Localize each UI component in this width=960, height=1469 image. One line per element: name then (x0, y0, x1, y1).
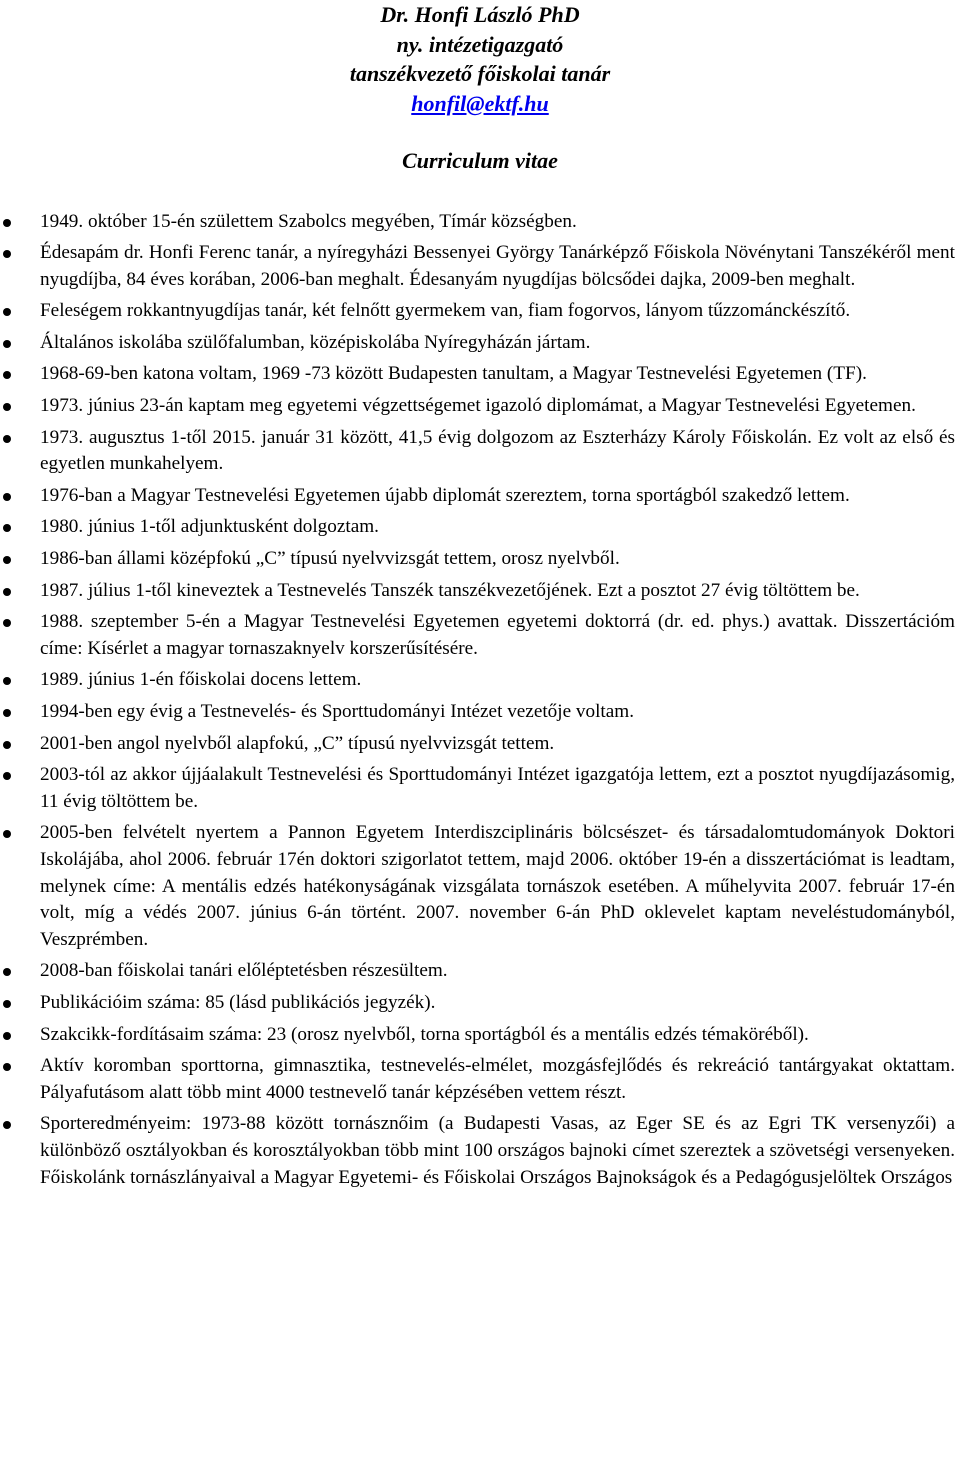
list-item (0, 483, 960, 510)
bullet-icon (3, 403, 11, 411)
document-header (0, 0, 960, 176)
list-item-text: 2008-ban főiskolai tanári előléptetésben részesültem. (40, 960, 448, 982)
list-item (0, 958, 960, 985)
email-line (0, 89, 960, 119)
list-item (0, 1022, 960, 1049)
list-item-text: Publikációim száma: 85 (lásd publikációs jegyzék). (40, 991, 436, 1013)
list-item-text: Feleségem rokkantnyugdíjas tanár, két felnőtt gyermekem van, fiam fogorvos, lányom tűzzománckészítő. (40, 300, 851, 322)
list-item (0, 393, 960, 420)
list-item-text: Sporteredményeim: 1973-88 között tornásznőim (a Budapesti Vasas, az Eger SE és az Egri TK versenyzői) a különböző osztályokban és korosztályokban több mint 100 országos bajnoki címet szereztek a szövetségi versenyeken. Főiskolánk tornászlányaival a Magyar Egyetemi- és Főiskolai Országos Bajnokságok és a Pedagógusjelöltek Országos (40, 1113, 955, 1188)
bullet-icon (3, 1032, 11, 1040)
list-item-text: 1994-ben egy évig a Testnevelés- és Sporttudományi Intézet vezetője voltam. (40, 701, 634, 722)
author-name: Dr. Honfi László PhD (380, 2, 580, 27)
list-item-text: 1973. június 23-án kaptam meg egyetemi végzettségemet igazoló diplomámat, a Magyar Testnevelési Egyetemen. (40, 395, 916, 417)
list-item (0, 731, 960, 758)
bullet-icon (3, 435, 11, 443)
bullet-icon (3, 619, 11, 627)
list-item-text: 2005-ben felvételt nyertem a Pannon Egyetem Interdiszciplináris bölcsészet- és társadalomtudományok Doktori Iskolájába, ahol 2006. február 17én doktori szigorlatot tettem, majd 2006. október 19-én a disszertációmat is leadtam, melynek címe: A mentális edzés hatékonyságának vizsgálata tornászok esetében. A műhelyvita 2007. február 17-én volt, míg a védés 2007. június 6-án történt. 2007. november 6-án PhD oklevelet kaptam neveléstudományból, Veszprémben. (40, 822, 955, 950)
bullet-icon (3, 1121, 11, 1129)
bullet-icon (3, 493, 11, 501)
list-item-text: 2001-ben angol nyelvből alapfokú, „C” típusú nyelvvizsgát tettem. (40, 732, 555, 754)
list-item (0, 762, 960, 815)
bullet-icon (3, 772, 11, 780)
bullet-icon (3, 219, 11, 227)
list-item-text: 1973. augusztus 1-től 2015. január 31 között, 41,5 évig dolgozom az Eszterházy Károly Főiskolán. Ez volt az első és egyetlen munkahelyem. (40, 426, 955, 475)
list-item (0, 699, 960, 726)
bullet-icon (3, 308, 11, 316)
list-item (0, 667, 960, 694)
email-link[interactable]: honfil@ektf.hu (411, 90, 549, 116)
bullet-icon (3, 588, 11, 596)
list-item-text: 1986-ban állami középfokú „C” típusú nyelvvizsgát tettem, orosz nyelvből. (40, 548, 620, 570)
list-item-text: 1968-69-ben katona voltam, 1969 -73 között Budapesten tanultam, a Magyar Testnevelési Egyetemen (TF). (40, 363, 867, 385)
bullet-icon (3, 1063, 11, 1071)
bullet-icon (3, 1000, 11, 1008)
list-item (0, 820, 960, 953)
list-item-text: 1987. július 1-től kineveztek a Testnevelés Tanszék tanszékvezetőjének. Ezt a posztot 27 évig töltöttem be. (40, 579, 860, 601)
list-item (0, 514, 960, 541)
bullet-icon (3, 524, 11, 532)
list-item-text: 1988. szeptember 5-én a Magyar Testnevelési Egyetemen egyetemi doktorrá (dr. ed. phys.) avattak. Disszertációm címe: Kísérlet a magyar tornaszaknyelv korszerűsítésére. (40, 611, 955, 659)
list-item-text: Édesapám dr. Honfi Ferenc tanár, a nyíregyházi Bessenyei György Tanárképző Főiskola Növénytani Tanszékéről ment nyugdíjba, 84 éves korában, 2006-ban meghalt. Édesanyám nyugdíjas bölcsődei dajka, 2009-ben meghalt. (40, 242, 955, 290)
bullet-icon (3, 250, 11, 258)
list-item-text: 1949. október 15-én születtem Szabolcs megyében, Tímár községben. (40, 210, 577, 232)
bullet-icon (3, 677, 11, 685)
list-item (0, 609, 960, 662)
list-item-text: 1989. június 1-én főiskolai docens lettem. (40, 669, 362, 691)
list-item (0, 298, 960, 325)
list-item (0, 578, 960, 605)
bullet-icon (3, 741, 11, 749)
list-item-text: Szakcikk-fordításaim száma: 23 (orosz nyelvből, torna sportágból és a mentális edzés témaköréből). (40, 1023, 809, 1045)
list-item-text: 1976-ban a Magyar Testnevelési Egyetemen újabb diplomát szereztem, torna sportágból szakedző lettem. (40, 484, 850, 506)
list-item (0, 425, 960, 478)
list-item (0, 1053, 960, 1106)
list-item (0, 990, 960, 1017)
list-item-text: Aktív koromban sporttorna, gimnasztika, testnevelés-elmélet, mozgásfejlődés és rekreáció tantárgyakat oktattam. Pályafutásom alatt több mint 4000 testnevelő tanár képzésében vettem részt. (40, 1055, 955, 1103)
bullet-icon (3, 709, 11, 717)
bullet-icon (3, 968, 11, 976)
bullet-icon (3, 371, 11, 379)
list-item-text: 1980. június 1-től adjunktusként dolgoztam. (40, 516, 379, 538)
list-item (0, 1111, 960, 1191)
cv-list (0, 209, 960, 1192)
list-item (0, 209, 960, 236)
list-item (0, 240, 960, 293)
author-title: tanszékvezető főiskolai tanár (349, 61, 611, 86)
bullet-icon (3, 340, 11, 348)
author-position: ny. intézetigazgató (396, 31, 564, 57)
cv-title: Curriculum vitae (402, 148, 558, 173)
list-item (0, 546, 960, 573)
bullet-icon (3, 830, 11, 838)
bullet-icon (3, 556, 11, 564)
list-item (0, 330, 960, 357)
list-item-text: 2003-tól az akkor újjáalakult Testnevelési és Sporttudományi Intézet igazgatója lettem, ezt a posztot nyugdíjazásomig, 11 évig töltöttem be. (40, 764, 955, 812)
list-item (0, 361, 960, 388)
list-item-text: Általános iskolába szülőfalumban, középiskolába Nyíregyházán jártam. (40, 331, 591, 353)
